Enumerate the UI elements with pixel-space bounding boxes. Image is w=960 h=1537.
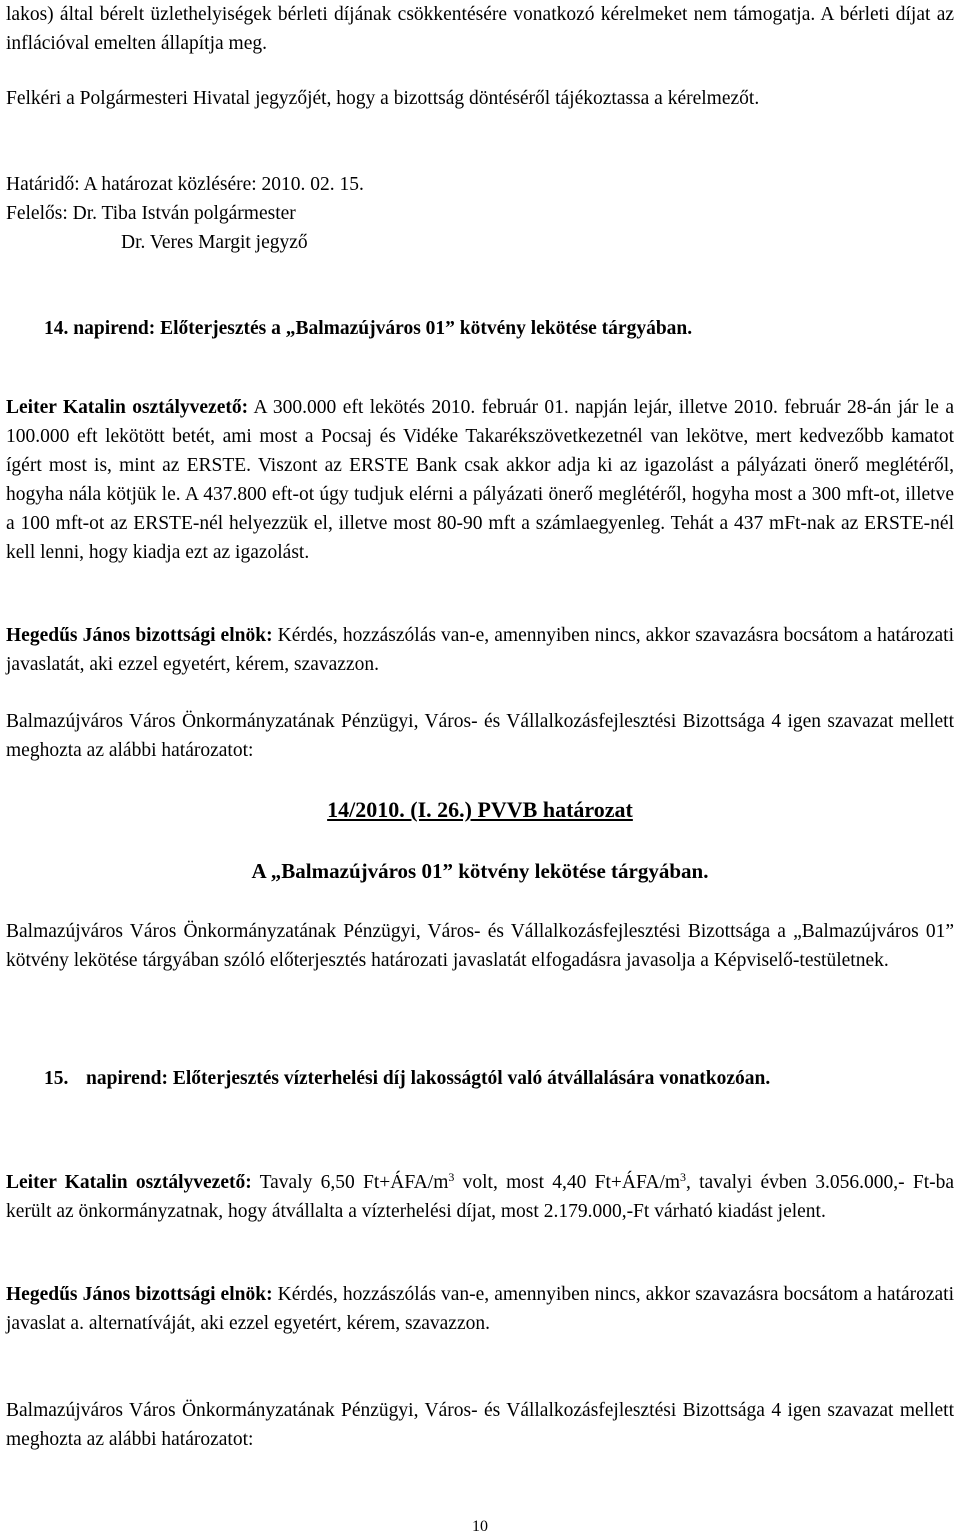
speaker-name: Hegedűs János bizottsági elnök:: [6, 625, 273, 646]
speaker-name: Leiter Katalin osztályvezető:: [6, 397, 249, 418]
decision-text: Balmazújváros Város Önkormányzatának Pénzügyi, Város- és Vállalkozásfejlesztési Bizottsága a „Balmazújváros 01” kötvény lekötése tárgyában szóló előterjesztés határozati javaslatát elfogadásra javasolja a Képviselő-testületnek.: [6, 921, 954, 971]
document-page: [6, 0, 954, 1537]
agenda-number: 15.: [44, 1068, 69, 1089]
responsible-line-2: Dr. Veres Margit jegyző: [121, 232, 308, 253]
speaker-name: Leiter Katalin osztályvezető:: [6, 1172, 252, 1193]
intro-paragraph-1: lakos) által bérelt üzlethelyiségek bérleti díjának csökkentésére vonatkozó kérelmeket nem támogatja. A bérleti díjat az inflációval emelten állapítja meg.: [6, 4, 954, 54]
speaker-name: Hegedűs János bizottsági elnök:: [6, 1284, 273, 1305]
agenda-15-heading: 15. napirend: Előterjesztés vízterhelési díj lakosságtól való átvállalására vonatkozóan.: [44, 1068, 771, 1089]
speech-text: Kérdés, hozzászólás van-e, amennyiben nincs, akkor szavazásra bocsátom a határozati javaslat a. alternatíváját, aki ezzel egyetért, kérem, szavazzon.: [6, 1284, 955, 1334]
agenda-14-speech-1: [6, 393, 954, 567]
agenda-15-speech-2: [6, 1280, 954, 1338]
speech-text: Kérdés, hozzászólás van-e, amennyiben nincs, akkor szavazásra bocsátom a határozati javaslatát, aki ezzel egyetért, kérem, szavazzon.: [6, 625, 955, 675]
decision-subject: A „Balmazújváros 01” kötvény lekötése tárgyában.: [251, 859, 709, 883]
agenda-14-speech-2: [6, 621, 954, 679]
agenda-14-heading: 14. napirend: Előterjesztés a „Balmazújváros 01” kötvény lekötése tárgyában.: [44, 318, 693, 339]
agenda-14-vote: Balmazújváros Város Önkormányzatának Pénzügyi, Város- és Vállalkozásfejlesztési Bizottsága 4 igen szavazat mellett meghozta az alábbi határozatot:: [6, 711, 954, 761]
page-number: 10: [472, 1518, 488, 1535]
intro-paragraph-2: Felkéri a Polgármesteri Hivatal jegyzőjét, hogy a bizottság döntéséről tájékoztassa a kérelmezőt.: [6, 88, 760, 109]
deadline-line: Határidő: A határozat közlésére: 2010. 02. 15.: [6, 174, 364, 195]
agenda-15-vote: Balmazújváros Város Önkormányzatának Pénzügyi, Város- és Vállalkozásfejlesztési Bizottsága 4 igen szavazat mellett meghozta az alábbi határozatot:: [6, 1400, 954, 1450]
decision-number: 14/2010. (I. 26.) PVVB határozat: [327, 797, 633, 822]
agenda-15-speech-1: Leiter Katalin osztályvezető: Tavaly 6,50 $Ft+ÁFA/m^3$ volt, most 4,40 $Ft+ÁFA/m^3$, tavalyi évben 3.056.000,- Ft-ba került az önkormányzatnak, hogy átvállalta a vízterhelési díjat, most 2.179.000,-Ft várható kiadást jelent.: [6, 1170, 955, 1222]
responsible-line-1: Felelős: Dr. Tiba István polgármester: [6, 203, 296, 224]
speech-text: A 300.000 eft lekötés 2010. február 01. napján lejár, illetve 2010. február 28-án jár le a 100.000 eft lekötött betét, ami most a Pocsaj és Vidéke Takarékszövetkezetnél van lekötve, mert kedvezőbb kamatot ígért most is, mint az ERSTE. Viszont az ERSTE Bank csak akkor adja ki az igazolást a pályázati önerő meglétéről, hogyha nála kötjük le. A 437.800 eft-ot úgy tudjuk elérni a pályázati önerő meglétéről, hogyha most a 300 mft-ot, illetve a 100 mft-ot az ERSTE-nél helyezzük el, illetve most 80-90 mft a számlaegyenleg. Tehát a 437 mFt-nak az ERSTE-nél kell lenni, hogy kiadja ezt az igazolást.: [6, 397, 955, 563]
